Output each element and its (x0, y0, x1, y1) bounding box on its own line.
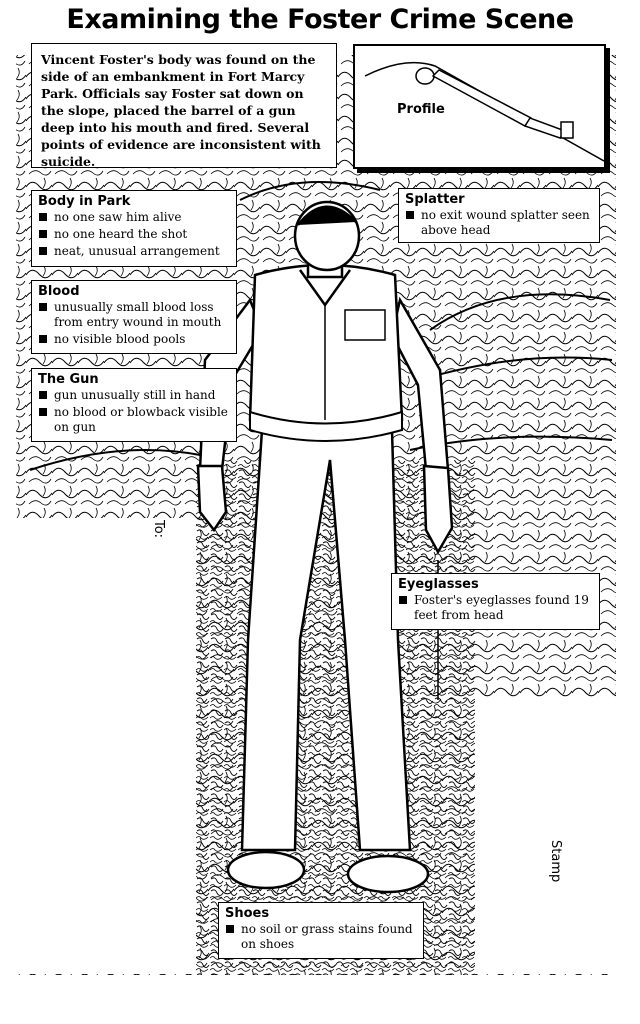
eyeglasses-box (391, 573, 600, 630)
list-item: no soil or grass stains found on shoes (225, 922, 417, 952)
profile-illustration (355, 46, 604, 167)
list-item: Foster's eyeglasses found 19 feet from head (398, 593, 593, 623)
profile-label: Profile (397, 102, 445, 117)
blood-box (31, 280, 237, 354)
the-gun-box (31, 368, 237, 442)
intro-text: Vincent Foster's body was found on the side of an embankment in Fort Marcy Park. Officials say Foster sat down on the slope, placed the barrel of a gun deep into his mouth and fired. Several points of evidence are inconsistent with suicide. (31, 43, 337, 168)
list-item: no one saw him alive (38, 210, 230, 225)
list-item: no exit wound splatter seen above head (405, 208, 593, 238)
splatter-heading: Splatter (405, 192, 465, 207)
stamp-label: Stamp (548, 840, 563, 883)
list-item: gun unusually still in hand (38, 388, 230, 403)
the-gun-heading: The Gun (38, 372, 99, 387)
body-in-park-box (31, 190, 237, 267)
list-item: neat, unusual arrangement (38, 244, 230, 259)
eyeglasses-heading: Eyeglasses (398, 577, 479, 592)
shoes-heading: Shoes (225, 906, 270, 921)
to-label: To: (151, 520, 166, 539)
splatter-box (398, 188, 600, 243)
shoes-box (218, 902, 424, 959)
list-item: no visible blood pools (38, 332, 230, 347)
stamp-panel (475, 697, 616, 974)
list-item: no one heard the shot (38, 227, 230, 242)
list-item: no blood or blowback visible on gun (38, 405, 230, 435)
address-panel (16, 518, 196, 974)
blood-heading: Blood (38, 284, 80, 299)
page-title: Examining the Foster Crime Scene (66, 4, 574, 35)
body-in-park-heading: Body in Park (38, 194, 131, 209)
profile-inset (353, 44, 606, 169)
list-item: unusually small blood loss from entry wound in mouth (38, 300, 230, 330)
